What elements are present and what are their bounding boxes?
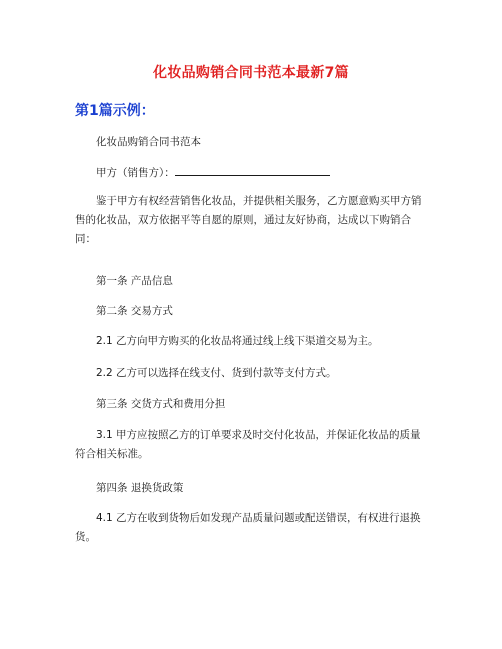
paragraph-article-4: 第四条 退换货政策 <box>96 482 184 494</box>
paragraph-party-a <box>75 163 430 183</box>
paragraph-clause-2-1: 2.1 乙方向甲方购买的化妆品将通过线上线下渠道交易为主。 <box>96 335 379 347</box>
paragraph-article-1: 第一条 产品信息 <box>96 275 173 287</box>
document-title: 化妆品购销合同书范本最新7篇 <box>153 65 349 81</box>
paragraph-clause-4-1: 4.1 乙方在收到货物后如发现产品质量问题或配送错误，有权进行退换货。 <box>75 512 421 543</box>
paragraph-contract-name: 化妆品购销合同书范本 <box>96 136 201 148</box>
paragraph-clause-3-1: 3.1 甲方应按照乙方的订单要求及时交付化妆品，并保证化妆品的质量符合相关标准。 <box>75 429 421 460</box>
section-heading: 第1篇示例： <box>75 103 155 119</box>
paragraph-article-3: 第三条 交货方式和费用分担 <box>96 398 226 410</box>
party-a-label: 甲方（销售方）： <box>96 167 175 179</box>
paragraph-article-2: 第二条 交易方式 <box>96 305 173 317</box>
party-a-blank <box>175 163 330 176</box>
paragraph-preamble: 鉴于甲方有权经营销售化妆品，并提供相关服务，乙方愿意购买甲方销售的化妆品，双方依据平等自愿的原则，通过友好协商，达成以下购销合同： <box>75 195 422 245</box>
paragraph-clause-2-2: 2.2 乙方可以选择在线支付、货到付款等支付方式。 <box>96 367 337 379</box>
